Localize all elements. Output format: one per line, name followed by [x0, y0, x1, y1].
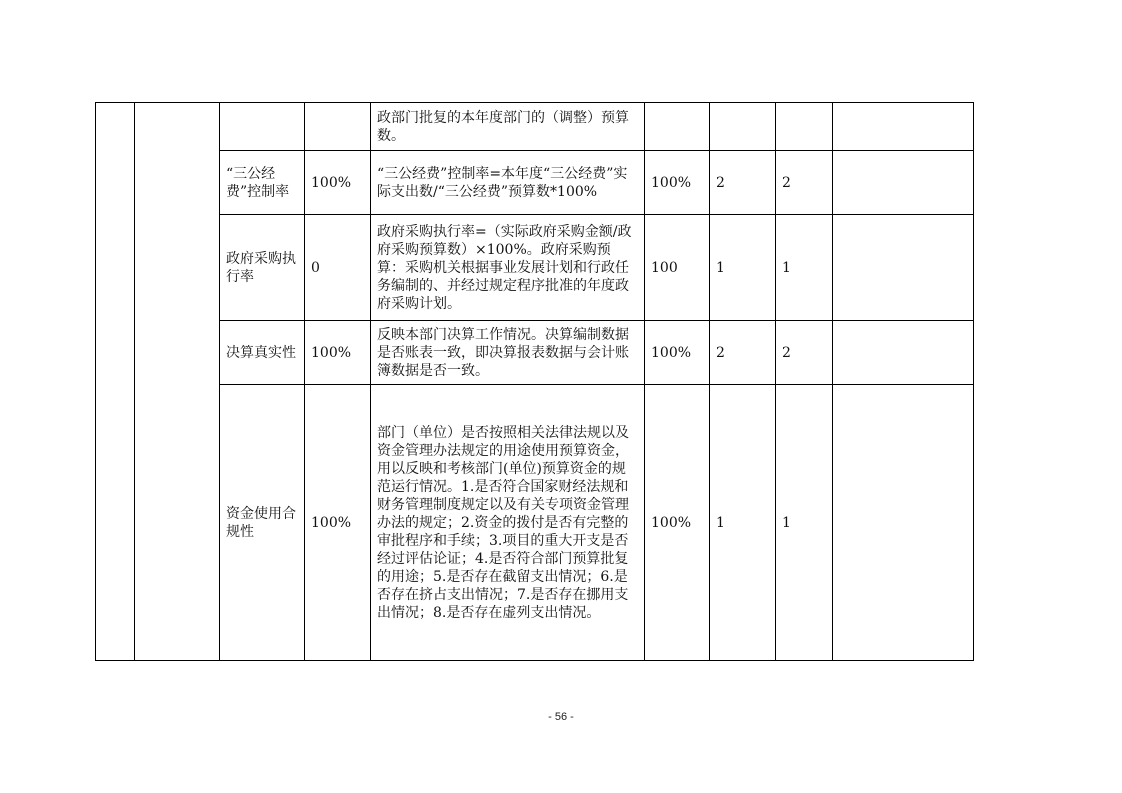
description-cell: “三公经费”控制率=本年度“三公经费”实际支出数/“三公经费”预算数*100% — [371, 151, 645, 215]
actual-cell — [645, 103, 710, 151]
weight-cell: 2 — [710, 321, 776, 385]
target-cell — [305, 103, 371, 151]
metric-cell: 资金使用合规性 — [220, 385, 305, 661]
weight-cell — [710, 103, 776, 151]
note-cell — [833, 151, 974, 215]
metric-cell: 决算真实性 — [220, 321, 305, 385]
score-cell: 2 — [776, 151, 833, 215]
page-number: - 56 - — [548, 711, 574, 723]
note-cell — [833, 321, 974, 385]
metric-cell: 政府采购执行率 — [220, 215, 305, 321]
target-cell: 100% — [305, 151, 371, 215]
description-cell: 政部门批复的本年度部门的（调整）预算数。 — [371, 103, 645, 151]
table-row — [96, 321, 974, 385]
note-cell — [833, 215, 974, 321]
actual-cell: 100% — [645, 151, 710, 215]
actual-cell: 100 — [645, 215, 710, 321]
actual-cell: 100% — [645, 321, 710, 385]
level1-cell — [96, 103, 135, 661]
table-row — [96, 385, 974, 661]
score-cell: 1 — [776, 385, 833, 661]
metric-cell — [220, 103, 305, 151]
target-cell: 100% — [305, 385, 371, 661]
table-row — [96, 103, 974, 151]
table-row — [96, 215, 974, 321]
weight-cell: 1 — [710, 215, 776, 321]
description-cell: 反映本部门决算工作情况。决算编制数据是否账表一致，即决算报表数据与会计账簿数据是否一致。 — [371, 321, 645, 385]
target-cell: 100% — [305, 321, 371, 385]
level2-cell — [135, 103, 220, 661]
score-cell: 1 — [776, 215, 833, 321]
score-cell — [776, 103, 833, 151]
table-row — [96, 151, 974, 215]
description-cell: 部门（单位）是否按照相关法律法规以及资金管理办法规定的用途使用预算资金，用以反映和考核部门(单位)预算资金的规范运行情况。1.是否符合国家财经法规和财务管理制度规定以及有关专项资金管理办法的规定；2.资金的拨付是否有完整的审批程序和手续；3.项目的重大开支是否经过评估论证；4.是否符合部门预算批复的用途；5.是否存在截留支出情况；6.是否存在挤占支出情况；7.是否存在挪用支出情况；8.是否存在虚列支出情况。 — [371, 385, 645, 661]
weight-cell: 2 — [710, 151, 776, 215]
metric-cell: “三公经费”控制率 — [220, 151, 305, 215]
note-cell — [833, 385, 974, 661]
score-cell: 2 — [776, 321, 833, 385]
actual-cell: 100% — [645, 385, 710, 661]
target-cell: 0 — [305, 215, 371, 321]
performance-table — [95, 102, 974, 661]
weight-cell: 1 — [710, 385, 776, 661]
note-cell — [833, 103, 974, 151]
description-cell: 政府采购执行率=（实际政府采购金额/政府采购预算数）×100%。政府采购预算：采购机关根据事业发展计划和行政任务编制的、并经过规定程序批准的年度政府采购计划。 — [371, 215, 645, 321]
